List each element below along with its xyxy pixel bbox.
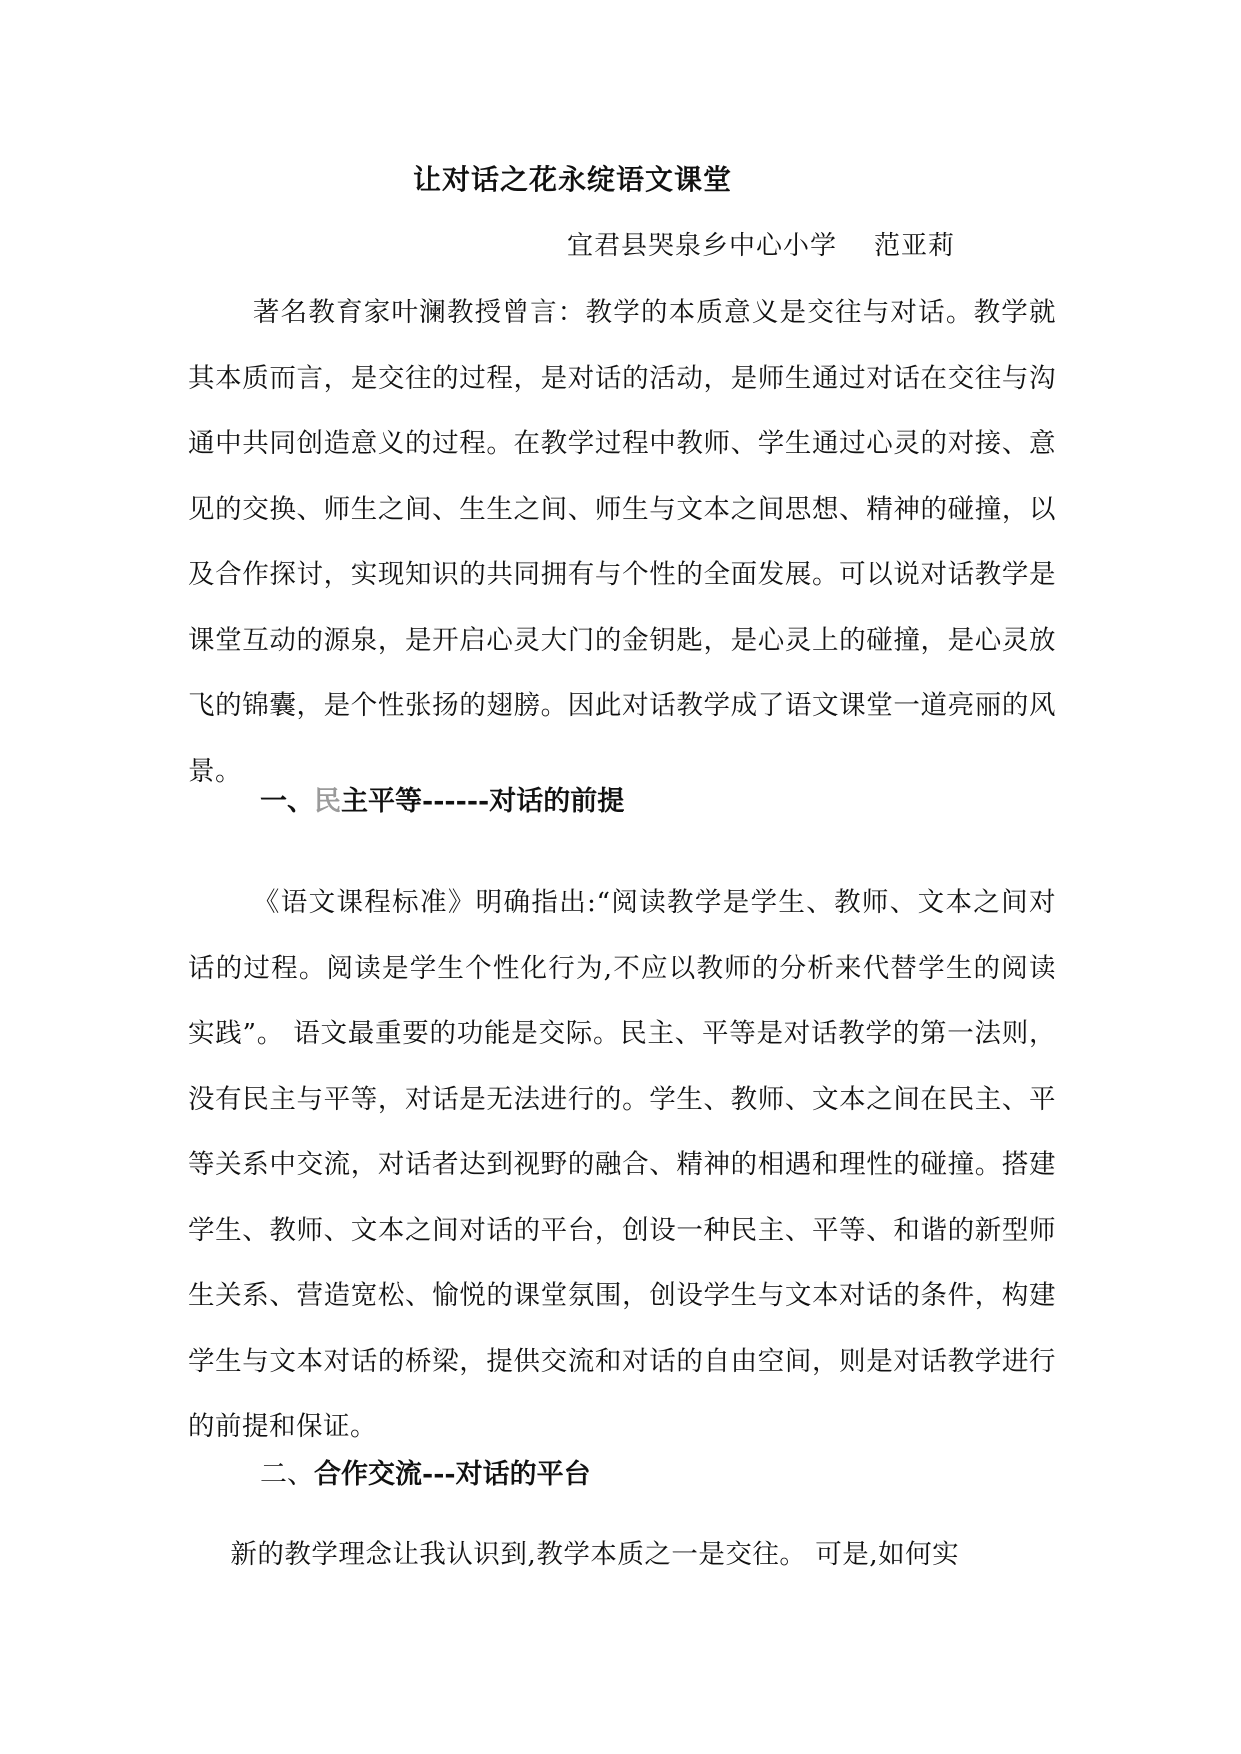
section-2-heading bbox=[260, 1453, 591, 1497]
section-2-heading-prefix: 二、 bbox=[260, 1459, 314, 1490]
intro-paragraph: 著名教育家叶澜教授曾言：教学的本质意义是交往与对话。教学就其本质而言，是交往的过程，是对话的活动，是师生通过对话在交往与沟通中共同创造意义的过程。在教学过程中教师、学生通过心灵的对接、意见的交换、师生之间、生生之间、师生与文本之间思想、精神的碰撞，以及合作探讨，实现知识的共同拥有与个性的全面发展。可以说对话教学是课堂互动的源泉，是开启心灵大门的金钥匙，是心灵上的碰撞，是心灵放飞的锦囊，是个性张扬的翅膀。因此对话教学成了语文课堂一道亮丽的风景。 bbox=[188, 297, 1056, 787]
section-1-heading-rest: 主平等------对话的前提 bbox=[341, 786, 625, 817]
section-2-heading-rest: 合作交流---对话的平台 bbox=[314, 1459, 591, 1490]
section-2-paragraph: 新的教学理念让我认识到,教学本质之一是交往。 可是,如何实 bbox=[230, 1539, 960, 1570]
section-1-paragraph: 《语文课程标准》明确指出:“阅读教学是学生、教师、文本之间对话的过程。阅读是学生个性化行为,不应以教师的分析来代替学生的阅读实践”。 语文最重要的功能是交际。民主、平等是对话教学的第一法则，没有民主与平等，对话是无法进行的。学生、教师、文本之间在民主、平等关系中交流，对话者达到视野的融合、精神的相遇和理性的碰撞。搭建学生、教师、文本之间对话的平台，创设一种民主、平等、和谐的新型师生关系、营造宽松、愉悦的课堂氛围，创设学生与文本对话的条件，构建学生与文本对话的桥梁，提供交流和对话的自由空间，则是对话教学进行的前提和保证。 bbox=[188, 887, 1056, 1442]
document-title: 让对话之花永绽语文课堂 bbox=[412, 163, 732, 196]
author-byline: 宜君县哭泉乡中心小学 范亚莉 bbox=[567, 231, 956, 261]
section-1-heading-highlight: 民 bbox=[314, 786, 341, 817]
section-1-heading-prefix: 一、 bbox=[260, 786, 314, 817]
section-1-heading bbox=[260, 780, 624, 824]
